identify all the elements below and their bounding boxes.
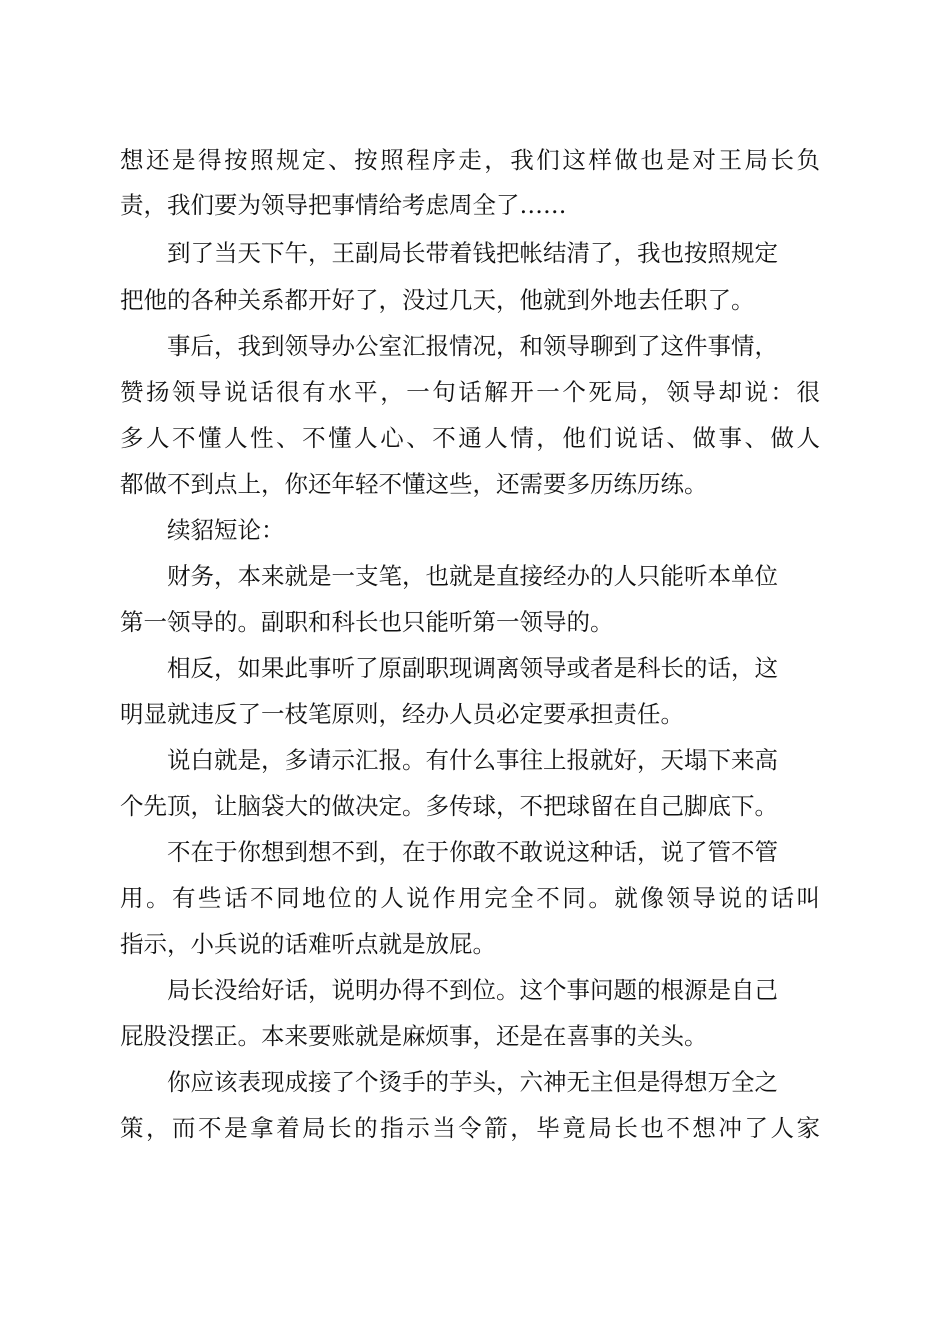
text-line-4: 把他的各种关系都开好了，没过几天，他就到外地去任职了。 bbox=[120, 286, 755, 314]
text-line-3: 到了当天下午，王副局长带着钱把帐结清了，我也按照规定 bbox=[167, 239, 778, 267]
text-line-7: 多人不懂人性、不懂人心、不通人情，他们说话、做事、做人 bbox=[120, 424, 820, 452]
text-line-8: 都做不到点上，你还年轻不懂这些，还需要多历练历练。 bbox=[120, 470, 708, 498]
text-line-20: 屁股没摆正。本来要账就是麻烦事，还是在喜事的关头。 bbox=[120, 1022, 708, 1050]
section-heading: 续貂短论： bbox=[167, 516, 285, 544]
text-line-15: 个先顶，让脑袋大的做决定。多传球，不把球留在自己脚底下。 bbox=[120, 792, 778, 820]
text-line-18: 指示，小兵说的话难听点就是放屁。 bbox=[120, 930, 496, 958]
text-line-1: 想还是得按照规定、按照程序走，我们这样做也是对王局长负 bbox=[120, 146, 820, 174]
text-line-21: 你应该表现成接了个烫手的芋头，六神无主但是得想万全之 bbox=[167, 1068, 778, 1096]
text-line-19: 局长没给好话，说明办得不到位。这个事问题的根源是自己 bbox=[167, 976, 778, 1004]
text-line-22: 策，而不是拿着局长的指示当令箭，毕竟局长也不想冲了人家 bbox=[120, 1114, 820, 1142]
text-line-6: 赞扬领导说话很有水平，一句话解开一个死局，领导却说：很 bbox=[120, 378, 820, 406]
text-line-17: 用。有些话不同地位的人说作用完全不同。就像领导说的话叫 bbox=[120, 884, 820, 912]
text-line-2: 责，我们要为领导把事情给考虑周全了…… bbox=[120, 191, 567, 219]
text-line-5: 事后，我到领导办公室汇报情况，和领导聊到了这件事情， bbox=[167, 332, 778, 360]
text-line-10: 财务，本来就是一支笔，也就是直接经办的人只能听本单位 bbox=[167, 562, 778, 590]
text-line-14: 说白就是，多请示汇报。有什么事往上报就好，天塌下来高 bbox=[167, 746, 778, 774]
text-line-13: 明显就违反了一枝笔原则，经办人员必定要承担责任。 bbox=[120, 700, 684, 728]
text-line-12: 相反，如果此事听了原副职现调离领导或者是科长的话，这 bbox=[167, 654, 778, 682]
text-line-11: 第一领导的。副职和科长也只能听第一领导的。 bbox=[120, 608, 614, 636]
text-line-16: 不在于你想到想不到，在于你敢不敢说这种话，说了管不管 bbox=[167, 838, 778, 866]
